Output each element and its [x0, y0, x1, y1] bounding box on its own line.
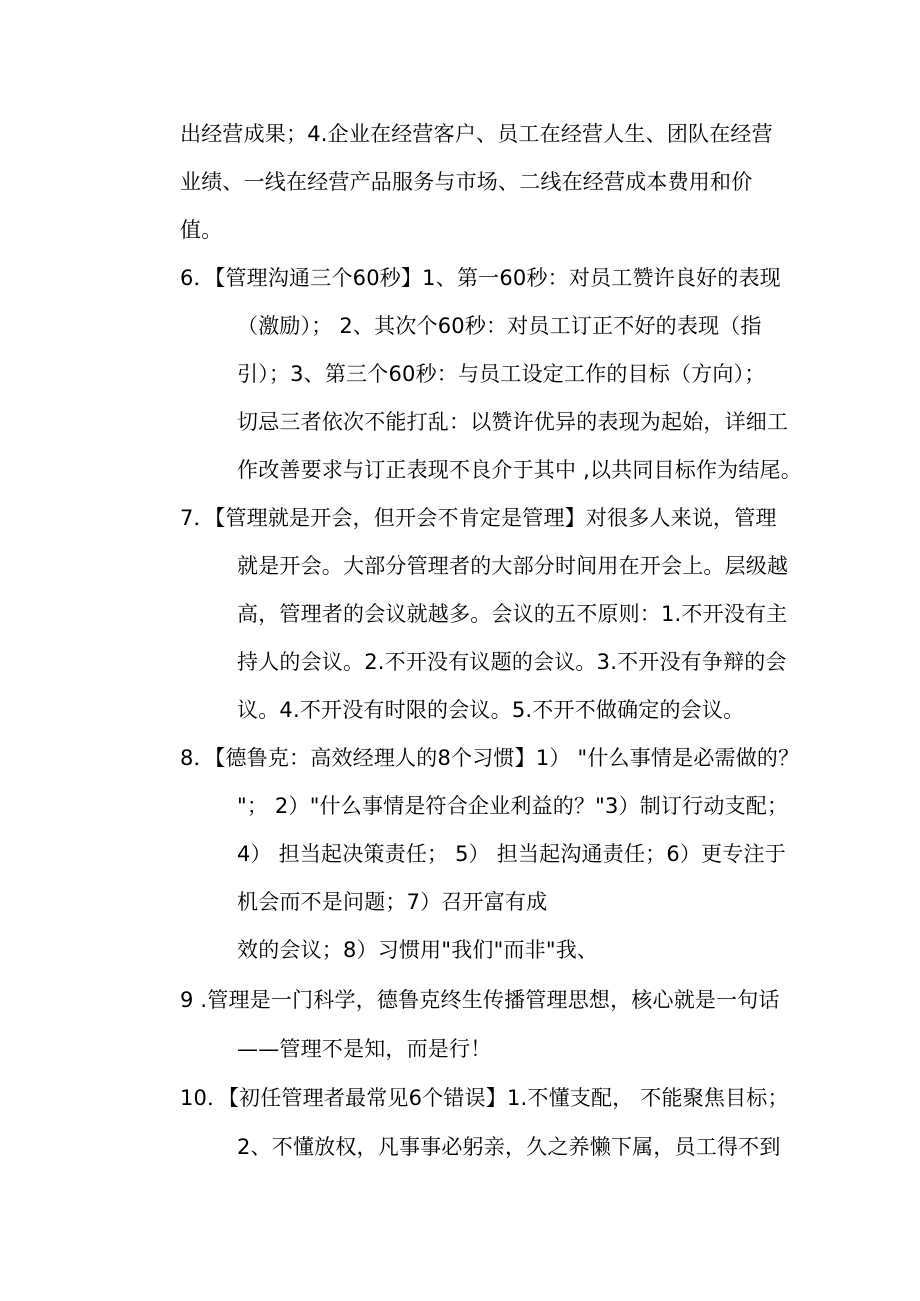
text-line: ——管理不是知，而是行！ — [237, 1037, 492, 1061]
text-line: 作改善要求与订正表现不良介于其中 ,以共同目标作为结尾。 — [237, 458, 802, 482]
text-line: 机会而不是问题；7）召开富有成 — [237, 890, 548, 914]
text-line: "； 2）"什么事情是符合企业利益的？"3）制订行动支配； — [237, 794, 789, 818]
text-line: 4） 担当起决策责任； 5） 担当起沟通责任；6）更专注于 — [237, 842, 786, 866]
list-item-6-heading: 6．【管理沟通三个60秒】1、第一60秒：对员工赞许良好的表现 — [180, 266, 781, 290]
list-item-9-heading: 9 .管理是一门科学，德鲁克终生传播管理思想，核心就是一句话 — [180, 988, 780, 1012]
text-line: 出经营成果；4.企业在经营客户、员工在经营人生、团队在经营 — [180, 122, 773, 146]
text-line: 就是开会。大部分管理者的大部分时间用在开会上。层级越 — [237, 554, 789, 578]
text-line: 高，管理者的会议就越多。会议的五不原则：1.不开没有主 — [237, 602, 788, 626]
text-line: 业绩、一线在经营产品服务与市场、二线在经营成本费用和价 — [180, 170, 753, 194]
text-line: 持人的会议。2.不开没有议题的会议。3.不开没有争辩的会 — [237, 650, 787, 674]
text-line: 切忌三者依次不能打乱：以赞许优异的表现为起始，详细工 — [237, 410, 789, 434]
text-line: 2、不懂放权，凡事事必躬亲，久之养懒下属，员工得不到 — [237, 1135, 781, 1159]
text-line: 议。4.不开没有时限的会议。5.不开不做确定的会议。 — [237, 698, 745, 722]
text-line: （激励）； 2、其次个60秒：对员工订正不好的表现（指 — [237, 314, 762, 338]
text-line: 效的会议；8）习惯用"我们"而非"我、 — [237, 938, 599, 962]
text-line: 引）；3、第三个60秒：与员工设定工作的目标（方向）； — [237, 362, 766, 386]
text-line: 值。 — [180, 218, 223, 242]
list-item-7-heading: 7．【管理就是开会，但开会不肯定是管理】对很多人来说，管理 — [180, 506, 777, 530]
list-item-8-heading: 8．【德鲁克：高效经理人的8个习惯】1） "什么事情是必需做的？ — [180, 746, 800, 770]
list-item-10-heading: 10．【初任管理者最常见6个错误】1.不懂支配， 不能聚焦目标； — [180, 1086, 789, 1110]
